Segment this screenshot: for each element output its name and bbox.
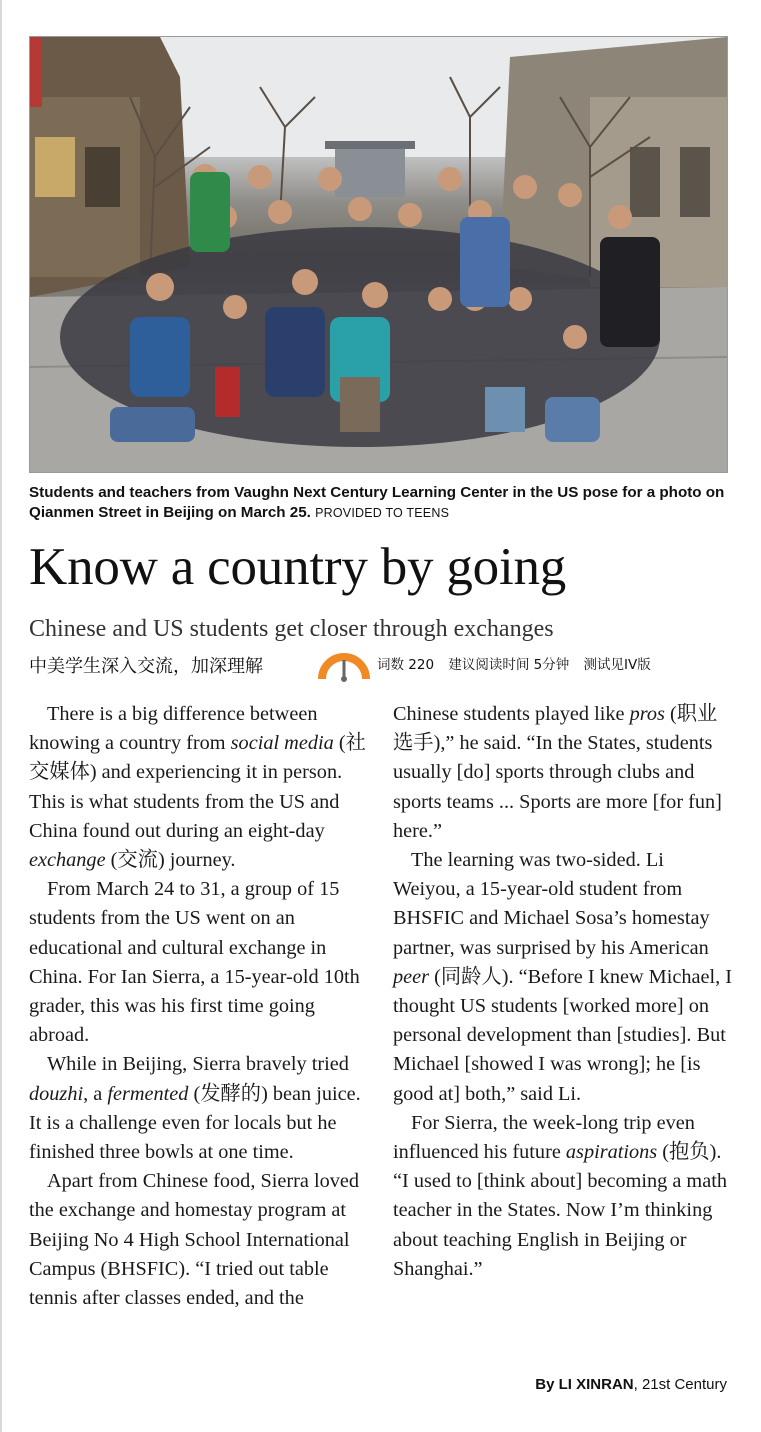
vocab-term: pros xyxy=(629,703,665,725)
quiz-reference: 测试见IV版 xyxy=(583,657,651,673)
paragraph: While in Beijing, Sierra bravely tried douzhi, a fermented (发酵的) bean juice. It is a challenge even for locals but he finished three bowls at one time. xyxy=(29,1053,361,1164)
vocab-term: aspirations xyxy=(565,1141,658,1164)
article-photo xyxy=(29,36,728,473)
paragraph: From March 24 to 31, a group of 15 students from the US went on an educational and cultural exchange in China. For Ian Sierra, a 15-year-old 10th grader, this was his first time going abroad. xyxy=(29,878,360,1047)
vocab-term: douzhi xyxy=(29,1082,84,1105)
chinese-subhead: 中美学生深入交流，加深理解 xyxy=(29,656,263,677)
reading-info xyxy=(377,655,661,675)
paragraph: The learning was two-sided. Li Weiyou, a 15-year-old student from BHSFIC and Michael Sosa’s homestay partner, was surprised by his American peer (同龄人). “Before I knew Michael, I thought US students [worked more] on personal development than [studies]. But Michael [showed I was wrong]; he [is good at] both,” said Li. xyxy=(393,849,733,1105)
caption-text: Students and teachers from Vaughn Next Century Learning Center in the US pose for a photo on Qianmen Street in Beijing on March 25. xyxy=(29,484,725,521)
page-edge xyxy=(0,0,2,1432)
headline: Know a country by going xyxy=(29,538,567,596)
byline-author: By LI XINRAN xyxy=(535,1376,634,1393)
difficulty-gauge-icon xyxy=(317,650,371,684)
article-column-right xyxy=(393,700,733,1284)
byline-source: , 21st Century xyxy=(633,1376,727,1393)
subhead: Chinese and US students get closer through exchanges xyxy=(29,616,554,642)
vocab-term: exchange xyxy=(29,849,106,872)
word-count: 词数 220 xyxy=(377,657,435,673)
vocab-term: fermented xyxy=(107,1082,189,1105)
caption-credit: PROVIDED TO TEENS xyxy=(315,506,450,520)
paragraph: For Sierra, the week-long trip even influenced his future aspirations (抱负). “I used to [think about] becoming a math teacher in the States. Now I’m thinking about teaching English in Beijing or Shanghai.” xyxy=(393,1111,727,1280)
paragraph: Apart from Chinese food, Sierra loved the exchange and homestay program at Beijing No 4 High School International Campus (BHSFIC). “I tried out table tennis after classes ended, and the xyxy=(29,1170,360,1310)
vocab-term: peer xyxy=(393,965,430,988)
article-column-left xyxy=(29,700,369,1313)
byline xyxy=(393,1373,727,1397)
photo-caption xyxy=(29,483,729,523)
paragraph: There is a big difference between knowing a country from social media (社交媒体) and experiencing it in person. This is what students from the US and China found out during an eight-day exchange (交流) journey. xyxy=(29,703,366,872)
paragraph: Chinese students played like pros (职业选手),” he said. “In the States, students usually [do] sports through clubs and sports teams ... Sports are more [for fun] here.” xyxy=(393,703,722,842)
vocab-term: social media xyxy=(230,732,334,755)
photo-illustration xyxy=(30,37,727,472)
reading-meta xyxy=(29,650,739,684)
reading-time: 建议阅读时间 5分钟 xyxy=(448,657,570,673)
